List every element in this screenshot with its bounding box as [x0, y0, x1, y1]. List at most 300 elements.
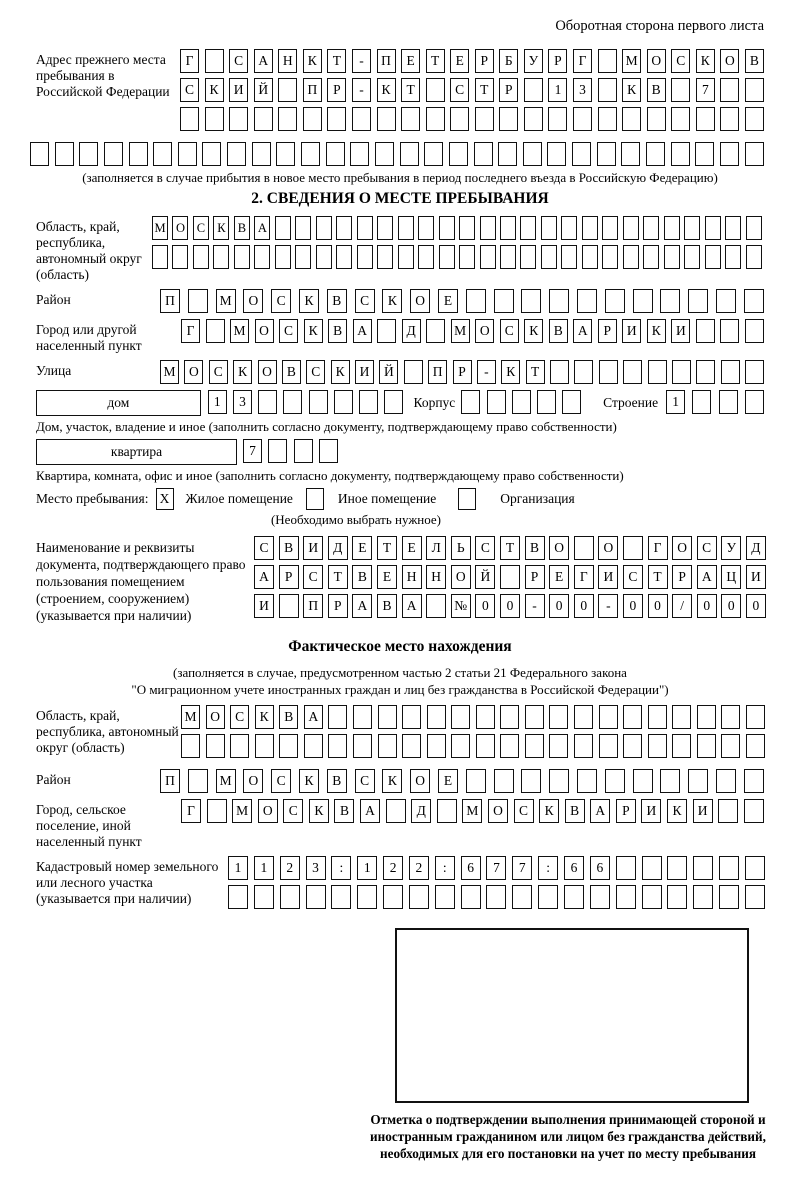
- form-cell[interactable]: А: [573, 319, 592, 343]
- form-cell[interactable]: [359, 390, 378, 414]
- form-cell[interactable]: [642, 885, 662, 909]
- form-cell[interactable]: С: [229, 49, 248, 73]
- form-cell[interactable]: [386, 799, 406, 823]
- form-cell[interactable]: А: [590, 799, 610, 823]
- form-cell[interactable]: [279, 734, 298, 758]
- form-cell[interactable]: [705, 245, 721, 269]
- form-cell[interactable]: К: [213, 216, 229, 240]
- form-cell[interactable]: О: [172, 216, 188, 240]
- form-cell[interactable]: 7: [512, 856, 532, 880]
- form-cell[interactable]: [499, 107, 518, 131]
- form-cell[interactable]: [500, 734, 519, 758]
- form-cell[interactable]: В: [234, 216, 250, 240]
- form-cell[interactable]: [621, 142, 640, 166]
- form-cell[interactable]: В: [282, 360, 301, 384]
- form-cell[interactable]: [254, 245, 270, 269]
- form-cell[interactable]: М: [152, 216, 168, 240]
- form-cell[interactable]: М: [216, 289, 236, 313]
- form-cell[interactable]: Г: [574, 565, 594, 589]
- form-cell[interactable]: О: [243, 769, 263, 793]
- form-cell[interactable]: [633, 289, 653, 313]
- form-cell[interactable]: Р: [548, 49, 567, 73]
- form-cell[interactable]: [622, 107, 641, 131]
- form-cell[interactable]: И: [693, 799, 713, 823]
- form-cell[interactable]: [525, 705, 544, 729]
- form-cell[interactable]: К: [303, 49, 322, 73]
- form-cell[interactable]: [616, 856, 636, 880]
- form-cell[interactable]: Г: [181, 799, 201, 823]
- form-cell[interactable]: [450, 107, 469, 131]
- form-cell[interactable]: [357, 885, 377, 909]
- form-cell[interactable]: А: [304, 705, 323, 729]
- form-cell[interactable]: [745, 360, 764, 384]
- form-cell[interactable]: 1: [548, 78, 567, 102]
- form-cell[interactable]: Н: [278, 49, 297, 73]
- form-cell[interactable]: А: [402, 594, 422, 618]
- form-cell[interactable]: [672, 360, 691, 384]
- form-cell[interactable]: 1: [666, 390, 685, 414]
- form-cell[interactable]: В: [525, 536, 545, 560]
- form-cell[interactable]: [377, 107, 396, 131]
- form-cell[interactable]: С: [355, 769, 375, 793]
- form-cell[interactable]: И: [746, 565, 766, 589]
- form-cell[interactable]: [304, 734, 323, 758]
- form-cell[interactable]: [660, 769, 680, 793]
- checkbox-organizatsiya[interactable]: [458, 488, 476, 510]
- form-cell[interactable]: [672, 734, 691, 758]
- form-cell[interactable]: Б: [499, 49, 518, 73]
- form-cell[interactable]: [561, 216, 577, 240]
- form-cell[interactable]: Л: [426, 536, 446, 560]
- form-cell[interactable]: -: [477, 360, 496, 384]
- form-cell[interactable]: [564, 885, 584, 909]
- form-cell[interactable]: [744, 799, 764, 823]
- form-cell[interactable]: [474, 142, 493, 166]
- form-cell[interactable]: -: [598, 594, 618, 618]
- form-cell[interactable]: [745, 390, 764, 414]
- form-cell[interactable]: М: [160, 360, 179, 384]
- form-cell[interactable]: С: [209, 360, 228, 384]
- form-cell[interactable]: [692, 390, 711, 414]
- form-cell[interactable]: А: [353, 319, 372, 343]
- form-cell[interactable]: [378, 734, 397, 758]
- form-cell[interactable]: 6: [461, 856, 481, 880]
- form-cell[interactable]: -: [352, 49, 371, 73]
- form-cell[interactable]: [252, 142, 271, 166]
- form-cell[interactable]: [550, 360, 569, 384]
- form-cell[interactable]: [398, 216, 414, 240]
- form-cell[interactable]: [258, 390, 277, 414]
- form-cell[interactable]: [383, 885, 403, 909]
- form-cell[interactable]: М: [232, 799, 252, 823]
- form-cell[interactable]: [696, 319, 715, 343]
- form-cell[interactable]: [598, 49, 617, 73]
- form-cell[interactable]: [279, 594, 299, 618]
- form-cell[interactable]: В: [565, 799, 585, 823]
- form-cell[interactable]: И: [671, 319, 690, 343]
- form-cell[interactable]: [228, 885, 248, 909]
- form-cell[interactable]: [718, 799, 738, 823]
- form-cell[interactable]: [129, 142, 148, 166]
- form-cell[interactable]: [746, 216, 762, 240]
- form-cell[interactable]: [375, 142, 394, 166]
- form-cell[interactable]: И: [303, 536, 323, 560]
- form-cell[interactable]: И: [229, 78, 248, 102]
- form-cell[interactable]: [643, 216, 659, 240]
- form-cell[interactable]: О: [647, 49, 666, 73]
- form-cell[interactable]: [278, 78, 297, 102]
- form-cell[interactable]: [283, 390, 302, 414]
- form-cell[interactable]: [206, 319, 225, 343]
- form-cell[interactable]: [378, 705, 397, 729]
- form-cell[interactable]: Д: [402, 319, 421, 343]
- form-cell[interactable]: [152, 245, 168, 269]
- form-cell[interactable]: С: [450, 78, 469, 102]
- form-cell[interactable]: 1: [357, 856, 377, 880]
- form-cell[interactable]: [377, 245, 393, 269]
- form-cell[interactable]: [205, 49, 224, 73]
- form-cell[interactable]: [205, 107, 224, 131]
- form-cell[interactable]: [590, 885, 610, 909]
- form-cell[interactable]: [599, 734, 618, 758]
- form-cell[interactable]: [745, 142, 764, 166]
- kvartira-type-box[interactable]: квартира: [36, 439, 237, 465]
- form-cell[interactable]: Р: [672, 565, 692, 589]
- form-cell[interactable]: [623, 216, 639, 240]
- form-cell[interactable]: [745, 856, 765, 880]
- form-cell[interactable]: Р: [453, 360, 472, 384]
- form-cell[interactable]: [725, 245, 741, 269]
- form-cell[interactable]: [500, 705, 519, 729]
- form-cell[interactable]: К: [299, 769, 319, 793]
- form-cell[interactable]: [306, 885, 326, 909]
- form-cell[interactable]: 3: [233, 390, 252, 414]
- form-cell[interactable]: [476, 705, 495, 729]
- form-cell[interactable]: [172, 245, 188, 269]
- form-cell[interactable]: [537, 390, 556, 414]
- form-cell[interactable]: 3: [573, 78, 592, 102]
- form-cell[interactable]: [623, 245, 639, 269]
- form-cell[interactable]: [602, 245, 618, 269]
- form-cell[interactable]: [353, 734, 372, 758]
- form-cell[interactable]: [598, 107, 617, 131]
- form-cell[interactable]: О: [410, 769, 430, 793]
- form-cell[interactable]: В: [279, 705, 298, 729]
- form-cell[interactable]: В: [328, 319, 347, 343]
- form-cell[interactable]: [745, 885, 765, 909]
- form-cell[interactable]: [352, 107, 371, 131]
- form-cell[interactable]: [538, 885, 558, 909]
- form-cell[interactable]: [688, 289, 708, 313]
- form-cell[interactable]: [350, 142, 369, 166]
- form-cell[interactable]: [193, 245, 209, 269]
- form-cell[interactable]: [439, 245, 455, 269]
- form-cell[interactable]: В: [279, 536, 299, 560]
- form-cell[interactable]: [153, 142, 172, 166]
- form-cell[interactable]: -: [352, 78, 371, 102]
- form-cell[interactable]: Р: [525, 565, 545, 589]
- form-cell[interactable]: О: [258, 799, 278, 823]
- form-cell[interactable]: [336, 216, 352, 240]
- form-cell[interactable]: [744, 769, 764, 793]
- form-cell[interactable]: С: [355, 289, 375, 313]
- form-cell[interactable]: [548, 107, 567, 131]
- form-cell[interactable]: М: [230, 319, 249, 343]
- form-cell[interactable]: [746, 734, 765, 758]
- form-cell[interactable]: [451, 705, 470, 729]
- form-cell[interactable]: А: [254, 216, 270, 240]
- form-cell[interactable]: У: [524, 49, 543, 73]
- form-cell[interactable]: [418, 216, 434, 240]
- form-cell[interactable]: Т: [426, 49, 445, 73]
- form-cell[interactable]: К: [539, 799, 559, 823]
- form-cell[interactable]: [605, 289, 625, 313]
- form-cell[interactable]: [294, 439, 313, 463]
- form-cell[interactable]: [646, 142, 665, 166]
- form-cell[interactable]: [427, 705, 446, 729]
- form-cell[interactable]: [424, 142, 443, 166]
- form-cell[interactable]: [660, 289, 680, 313]
- form-cell[interactable]: [746, 245, 762, 269]
- form-cell[interactable]: К: [299, 289, 319, 313]
- form-cell[interactable]: 0: [721, 594, 741, 618]
- form-cell[interactable]: [684, 216, 700, 240]
- form-cell[interactable]: К: [304, 319, 323, 343]
- form-cell[interactable]: [487, 390, 506, 414]
- form-cell[interactable]: К: [647, 319, 666, 343]
- form-cell[interactable]: Й: [379, 360, 398, 384]
- form-cell[interactable]: [498, 142, 517, 166]
- form-cell[interactable]: :: [435, 856, 455, 880]
- form-cell[interactable]: [384, 390, 403, 414]
- form-cell[interactable]: [667, 856, 687, 880]
- form-cell[interactable]: [418, 245, 434, 269]
- form-cell[interactable]: С: [697, 536, 717, 560]
- form-cell[interactable]: [721, 734, 740, 758]
- form-cell[interactable]: [720, 107, 739, 131]
- form-cell[interactable]: П: [303, 78, 322, 102]
- form-cell[interactable]: [178, 142, 197, 166]
- form-cell[interactable]: [230, 734, 249, 758]
- form-cell[interactable]: С: [623, 565, 643, 589]
- form-cell[interactable]: С: [303, 565, 323, 589]
- form-cell[interactable]: К: [696, 49, 715, 73]
- form-cell[interactable]: [719, 885, 739, 909]
- form-cell[interactable]: [720, 319, 739, 343]
- form-cell[interactable]: С: [180, 78, 199, 102]
- form-cell[interactable]: [623, 705, 642, 729]
- form-cell[interactable]: [745, 78, 764, 102]
- form-cell[interactable]: С: [671, 49, 690, 73]
- form-cell[interactable]: [693, 885, 713, 909]
- form-cell[interactable]: К: [233, 360, 252, 384]
- form-cell[interactable]: [427, 734, 446, 758]
- form-cell[interactable]: В: [647, 78, 666, 102]
- form-cell[interactable]: [520, 245, 536, 269]
- form-cell[interactable]: [79, 142, 98, 166]
- form-cell[interactable]: [475, 107, 494, 131]
- form-cell[interactable]: Н: [402, 565, 422, 589]
- form-cell[interactable]: [409, 885, 429, 909]
- form-cell[interactable]: [671, 142, 690, 166]
- form-cell[interactable]: [55, 142, 74, 166]
- form-cell[interactable]: К: [377, 78, 396, 102]
- form-cell[interactable]: [696, 107, 715, 131]
- form-cell[interactable]: [459, 245, 475, 269]
- form-cell[interactable]: Р: [328, 594, 348, 618]
- form-cell[interactable]: [437, 799, 457, 823]
- form-cell[interactable]: [500, 216, 516, 240]
- form-cell[interactable]: [377, 216, 393, 240]
- form-cell[interactable]: Е: [450, 49, 469, 73]
- form-cell[interactable]: [719, 390, 738, 414]
- form-cell[interactable]: 1: [208, 390, 227, 414]
- form-cell[interactable]: К: [667, 799, 687, 823]
- form-cell[interactable]: О: [598, 536, 618, 560]
- form-cell[interactable]: [213, 245, 229, 269]
- form-cell[interactable]: И: [641, 799, 661, 823]
- form-cell[interactable]: Г: [181, 319, 200, 343]
- form-cell[interactable]: А: [352, 594, 372, 618]
- form-cell[interactable]: [254, 885, 274, 909]
- form-cell[interactable]: [643, 245, 659, 269]
- form-cell[interactable]: 0: [623, 594, 643, 618]
- form-cell[interactable]: К: [255, 705, 274, 729]
- form-cell[interactable]: [426, 594, 446, 618]
- form-cell[interactable]: Е: [402, 536, 422, 560]
- form-cell[interactable]: [574, 734, 593, 758]
- form-cell[interactable]: М: [622, 49, 641, 73]
- form-cell[interactable]: [426, 107, 445, 131]
- form-cell[interactable]: [180, 107, 199, 131]
- form-cell[interactable]: В: [327, 289, 347, 313]
- form-cell[interactable]: [695, 142, 714, 166]
- form-cell[interactable]: /: [672, 594, 692, 618]
- form-cell[interactable]: [672, 705, 691, 729]
- form-cell[interactable]: [326, 142, 345, 166]
- form-cell[interactable]: С: [306, 360, 325, 384]
- form-cell[interactable]: О: [672, 536, 692, 560]
- form-cell[interactable]: О: [184, 360, 203, 384]
- form-cell[interactable]: П: [160, 289, 180, 313]
- form-cell[interactable]: С: [254, 536, 274, 560]
- form-cell[interactable]: [577, 289, 597, 313]
- form-cell[interactable]: [719, 856, 739, 880]
- form-cell[interactable]: 1: [254, 856, 274, 880]
- form-cell[interactable]: [549, 289, 569, 313]
- form-cell[interactable]: [671, 78, 690, 102]
- form-cell[interactable]: 6: [564, 856, 584, 880]
- form-cell[interactable]: [525, 734, 544, 758]
- form-cell[interactable]: С: [514, 799, 534, 823]
- form-cell[interactable]: [327, 107, 346, 131]
- form-cell[interactable]: М: [181, 705, 200, 729]
- form-cell[interactable]: К: [524, 319, 543, 343]
- form-cell[interactable]: [461, 390, 480, 414]
- form-cell[interactable]: [582, 216, 598, 240]
- form-cell[interactable]: Й: [254, 78, 273, 102]
- form-cell[interactable]: [435, 885, 455, 909]
- form-cell[interactable]: [398, 245, 414, 269]
- form-cell[interactable]: Д: [411, 799, 431, 823]
- form-cell[interactable]: Р: [475, 49, 494, 73]
- form-cell[interactable]: У: [721, 536, 741, 560]
- form-cell[interactable]: Г: [180, 49, 199, 73]
- form-cell[interactable]: Ц: [721, 565, 741, 589]
- form-cell[interactable]: [357, 216, 373, 240]
- form-cell[interactable]: [188, 769, 208, 793]
- form-cell[interactable]: [426, 319, 445, 343]
- form-cell[interactable]: [480, 216, 496, 240]
- form-cell[interactable]: 7: [696, 78, 715, 102]
- form-cell[interactable]: Т: [377, 536, 397, 560]
- form-cell[interactable]: [721, 360, 740, 384]
- form-cell[interactable]: [255, 734, 274, 758]
- form-cell[interactable]: Д: [746, 536, 766, 560]
- dom-type-box[interactable]: дом: [36, 390, 201, 416]
- form-cell[interactable]: [597, 142, 616, 166]
- form-cell[interactable]: 7: [486, 856, 506, 880]
- form-cell[interactable]: Г: [573, 49, 592, 73]
- form-cell[interactable]: [480, 245, 496, 269]
- form-cell[interactable]: С: [475, 536, 495, 560]
- form-cell[interactable]: [104, 142, 123, 166]
- form-cell[interactable]: [745, 107, 764, 131]
- form-cell[interactable]: [688, 769, 708, 793]
- form-cell[interactable]: Д: [328, 536, 348, 560]
- form-cell[interactable]: [512, 885, 532, 909]
- form-cell[interactable]: [697, 734, 716, 758]
- form-cell[interactable]: [466, 289, 486, 313]
- form-cell[interactable]: Т: [526, 360, 545, 384]
- form-cell[interactable]: [549, 734, 568, 758]
- form-cell[interactable]: Р: [499, 78, 518, 102]
- form-cell[interactable]: [623, 734, 642, 758]
- form-cell[interactable]: [331, 885, 351, 909]
- form-cell[interactable]: [268, 439, 287, 463]
- form-cell[interactable]: [402, 705, 421, 729]
- form-cell[interactable]: [696, 360, 715, 384]
- form-cell[interactable]: 0: [648, 594, 668, 618]
- form-cell[interactable]: [227, 142, 246, 166]
- form-cell[interactable]: Р: [616, 799, 636, 823]
- form-cell[interactable]: [319, 439, 338, 463]
- form-cell[interactable]: 2: [280, 856, 300, 880]
- form-cell[interactable]: [357, 245, 373, 269]
- form-cell[interactable]: [549, 769, 569, 793]
- form-cell[interactable]: [295, 245, 311, 269]
- form-cell[interactable]: 1: [228, 856, 248, 880]
- form-cell[interactable]: 6: [590, 856, 610, 880]
- form-cell[interactable]: [254, 107, 273, 131]
- form-cell[interactable]: Т: [500, 536, 520, 560]
- form-cell[interactable]: [316, 216, 332, 240]
- form-cell[interactable]: О: [243, 289, 263, 313]
- form-cell[interactable]: [648, 705, 667, 729]
- form-cell[interactable]: [623, 536, 643, 560]
- form-cell[interactable]: [524, 107, 543, 131]
- form-cell[interactable]: [616, 885, 636, 909]
- form-cell[interactable]: С: [193, 216, 209, 240]
- form-cell[interactable]: [697, 705, 716, 729]
- form-cell[interactable]: В: [334, 799, 354, 823]
- form-cell[interactable]: С: [283, 799, 303, 823]
- form-cell[interactable]: [642, 856, 662, 880]
- form-cell[interactable]: 3: [306, 856, 326, 880]
- form-cell[interactable]: [746, 705, 765, 729]
- form-cell[interactable]: [541, 245, 557, 269]
- form-cell[interactable]: 0: [475, 594, 495, 618]
